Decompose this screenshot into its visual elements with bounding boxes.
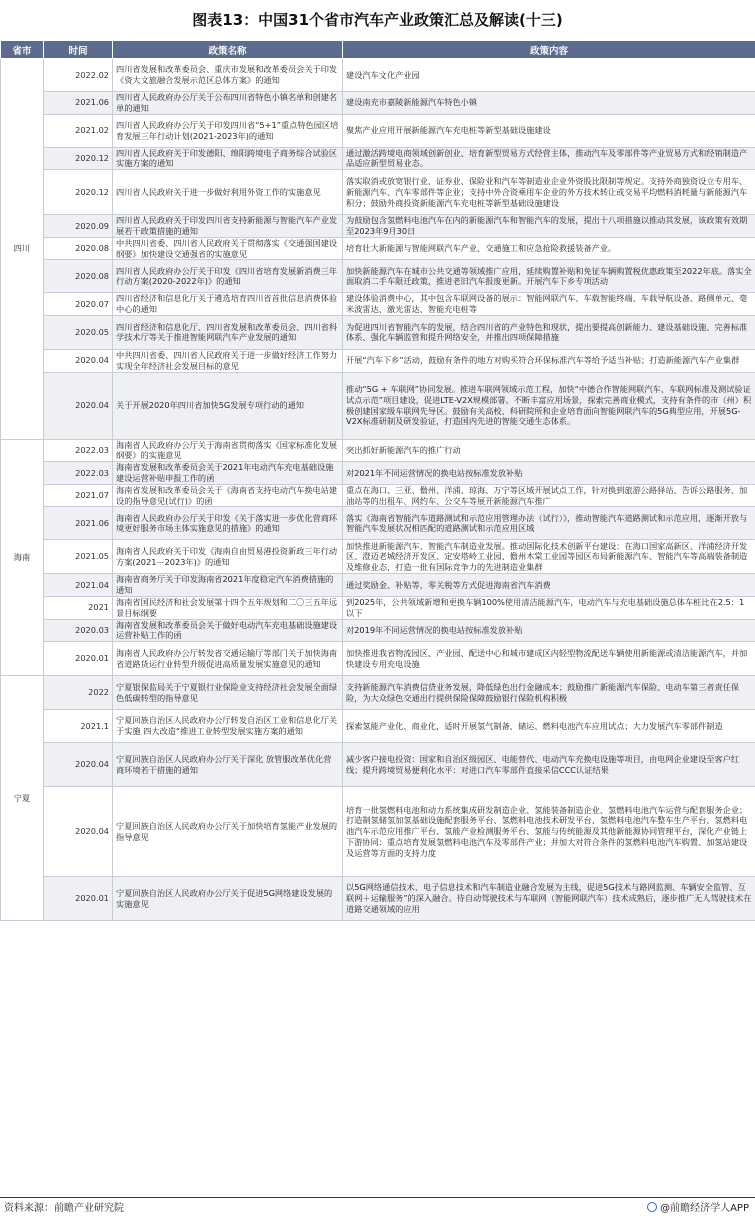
province-cell: 海南: [1, 439, 44, 676]
table-row: [1, 540, 755, 574]
policy-name-cell: 宁夏回族自治区人民政府办公厅转发自治区工业和信息化厅关于实施 四大改造“推进工业转型发展实施方案的通知: [113, 710, 343, 743]
policy-content-cell: 建设体验消费中心，其中包含车联网设备的展示：智能网联汽车、车载智能终端、车载导航设备、路侧单元、毫米波雷达、激光雷达、智能充电桩等: [343, 293, 755, 316]
brand-text: @前瞻经济学人APP: [660, 1203, 749, 1214]
table-row: [1, 315, 755, 349]
table-row: [1, 462, 755, 485]
table-row: [1, 574, 755, 597]
table-row: [1, 676, 755, 710]
time-cell: 2020.01: [44, 877, 113, 921]
table-row: [1, 787, 755, 877]
time-cell: 2022.03: [44, 462, 113, 485]
policy-content-cell: 培育壮大新能源与智能网联汽车产业、交通施工和应急抢险救援装备产业。: [343, 237, 755, 260]
table-row: [1, 710, 755, 743]
time-cell: 2020.12: [44, 170, 113, 215]
policy-content-cell: 突出抓好新能源汽车的推广行动: [343, 439, 755, 462]
policy-content-cell: 减少客户接电投资：国家和自治区级园区、电能替代、电动汽车充换电设施等项目，由电网企业建设至客户红线；提升跨境贸易便利化水平：对进口汽车零部件直接采信CCC认证结果: [343, 743, 755, 787]
table-body: [1, 59, 755, 921]
policy-content-cell: 为鼓励包含氢燃料电池汽车在内的新能源汽车和智能汽车的发展，提出十八项措施以推动其发展，该政策有效期至2023年9月30日: [343, 215, 755, 238]
source-note: 资料来源：前瞻产业研究院: [4, 1203, 124, 1214]
policy-name-cell: 海南省人民政府办公厅关于印发《关于落实进一步优化营商环境更好服务市场主体实施意见的措施》的通知: [113, 507, 343, 540]
policy-name-cell: 中共四川省委、四川省人民政府关于进一步做好经济工作努力实现全年经济社会发展目标的意见: [113, 349, 343, 372]
time-cell: 2020.05: [44, 315, 113, 349]
time-cell: 2020.04: [44, 372, 113, 439]
table-row: [1, 743, 755, 787]
policy-name-cell: 宁夏回族自治区人民政府办公厅关于加快培育氢能产业发展的指导意见: [113, 787, 343, 877]
time-cell: 2021: [44, 596, 113, 619]
table-row: [1, 877, 755, 921]
policy-name-cell: 海南省人民政府办公厅转发省交通运输厅等部门关于加快海南省道路货运行业转型升级促进高质量发展实施意见的通知: [113, 642, 343, 676]
table-row: [1, 260, 755, 293]
time-cell: 2021.06: [44, 507, 113, 540]
policy-content-cell: 通过奖励金、补贴等，零关税等方式促进海南省汽车消费: [343, 574, 755, 597]
time-cell: 2022: [44, 676, 113, 710]
table-row: [1, 484, 755, 507]
policy-name-cell: 海南省商务厅关于印发海南省2021年度稳定汽车消费措施的通知: [113, 574, 343, 597]
time-cell: 2020.04: [44, 349, 113, 372]
brand-credit: [647, 1198, 749, 1220]
time-cell: 2020.08: [44, 237, 113, 260]
policy-content-cell: 加快推进我省物流园区、产业园、配送中心和城市建成区内轻型物流配送车辆使用新能源或清洁能源汽车，并加快建设专用充电设施: [343, 642, 755, 676]
policy-name-cell: 中共四川省委、四川省人民政府关于贯彻落实《交通强国建设纲要》加快建设交通强省的实施意见: [113, 237, 343, 260]
policy-content-cell: 加快新能源汽车在城市公共交通等领域推广应用，延续购置补贴和免征车辆购置税优惠政策至2022年底。落实全面取消二手车限迁政策，推进老旧汽车报废更新。开展汽车下乡专项活动: [343, 260, 755, 293]
time-cell: 2021.06: [44, 92, 113, 115]
policy-content-cell: 开展“汽车下乡”活动，鼓励有条件的地方对购买符合环保标准汽车等给予适当补贴；打造新能源汽车产业集群: [343, 349, 755, 372]
policy-name-cell: 宁夏回族自治区人民政府办公厅关于促进5G网络建设发展的实施意见: [113, 877, 343, 921]
header-province: 省市: [1, 41, 44, 59]
brand-logo-icon: [647, 1202, 657, 1212]
time-cell: 2022.02: [44, 59, 113, 92]
time-cell: 2020.09: [44, 215, 113, 238]
policy-name-cell: 宁夏银保监局关于宁夏银行业保险业支持经济社会发展全面绿色低碳转型的指导意见: [113, 676, 343, 710]
policy-name-cell: 四川省人民政府办公厅关于印发四川省“5+1”重点特色园区培育发展三年行动计划(2021-2023年)的通知: [113, 114, 343, 147]
table-row: [1, 237, 755, 260]
table-row: [1, 642, 755, 676]
policy-name-cell: 海南省发展和改革委员会关于2021年电动汽车充电基础设施建设运营补贴申报工作的函: [113, 462, 343, 485]
table-row: [1, 170, 755, 215]
table-row: [1, 293, 755, 316]
policy-content-cell: 聚焦产业应用开展新能源汽车充电桩等新型基础设施建设: [343, 114, 755, 147]
policy-name-cell: 四川省人民政府办公厅关于公布四川省特色小镇名单和创建名单的通知: [113, 92, 343, 115]
table-row: [1, 619, 755, 642]
header-time: 时间: [44, 41, 113, 59]
table-header-row: [1, 41, 755, 59]
policy-content-cell: 以5G网络通信技术、电子信息技术和汽车制造业融合发展为主线，促进5G技术与路网监测、车辆安全监管、互联网＋运输服务”的深入融合。待自动驾驶技术与车联网（智能网联汽车）技术成熟后，逐步推广无人驾驶技术在道路交通领域的应用: [343, 877, 755, 921]
table-row: [1, 59, 755, 92]
policy-name-cell: 宁夏回族自治区人民政府办公厅关于深化 放管服改革优化营商环境若干措施的通知: [113, 743, 343, 787]
policy-content-cell: 落实《海南省智能汽车道路测试和示范应用管理办法（试行）》，推动智能汽车道路测试和示范应用，逐渐开放与智能汽车发展状况相匹配的道路测试和示范应用区域: [343, 507, 755, 540]
policy-content-cell: 对2021年不同运营情况的换电站按标准发放补贴: [343, 462, 755, 485]
policy-content-cell: 通过激活跨境电商领域创新创业、培育新型贸易方式经营主体，推动汽车及零部件等产业贸易方式和经销制造产品适应新型贸易业态。: [343, 147, 755, 170]
policy-name-cell: 四川省经济和信息化厅关于遴选培育四川省首批信息消费体验中心的通知: [113, 293, 343, 316]
policy-name-cell: 四川省人民政府关于印发德阳、绵阳跨境电子商务综合试验区实施方案的通知: [113, 147, 343, 170]
footer: [0, 1197, 755, 1220]
policy-name-cell: 四川省经济和信息化厅、四川省发展和改革委员会、四川省科学技术厅等关于推进智能网联汽车产业发展的通知: [113, 315, 343, 349]
table-row: [1, 114, 755, 147]
time-cell: 2021.05: [44, 540, 113, 574]
policy-content-cell: 建设汽车文化产业园: [343, 59, 755, 92]
time-cell: 2021.04: [44, 574, 113, 597]
table-row: [1, 349, 755, 372]
policy-content-cell: 培育一批氢燃料电池和动力系统集成研发制造企业、氢能装备制造企业、氢燃料电池汽车运营与配套服务企业；打造制氢储氢加氢基础设施配套服务平台、氢燃料电池技术研发平台、氢燃料电池汽车整车生产平台、氢燃料电池汽车示范应用推广平台、氢能产业检测服务平台、氢能与传统能源及其他新能源协同管理平台，深化产业链上下游协同：重点培育发展氢燃料电池汽车及零部件产业；并加大对符合条件的氢燃料电池汽车购置、加氢站建设及运营等方面的支持力度: [343, 787, 755, 877]
header-content: 政策内容: [343, 41, 755, 59]
policy-name-cell: 海南省人民政府办公厅关于海南省贯彻落实《国家标准化发展纲要》的实施意见: [113, 439, 343, 462]
table-row: [1, 596, 755, 619]
policy-name-cell: 四川省发展和改革委员会、重庆市发展和改革委员会关于印发《资大文旅融合发展示范区总体方案》的通知: [113, 59, 343, 92]
time-cell: 2020.08: [44, 260, 113, 293]
policy-content-cell: 为促进四川省智能汽车的发展，结合四川省的产业特色和现状，提出要提高创新能力、建设基础设施、完善标准体系、强化车辆监管和提升网络安全，并推出四项保障措施: [343, 315, 755, 349]
policy-content-cell: 落实取消或放宽银行业、证券业、保险业和汽车等制造业企业外资股比限制等规定。支持外商独资设立专用车、新能源汽车、汽车零部件等企业；支持中外合资乘用车企业的外方技术转让或交易平均燃料消耗量与新能源汽车积分；鼓励外商投资新能源汽车充电桩等新型基础设施建设: [343, 170, 755, 215]
policy-content-cell: 加快推进新能源汽车、智能汽车制造业发展。推动国际化技术创新平台建设：在海口国家高新区、洋浦经济开发区、澄迈老城经济开发区、定安塔岭工业园、儋州木棠工业园等园区布局新能源汽车、智能汽车等高端装备制造及维修业态，打造一批有国际竞争力的先进制造业集群: [343, 540, 755, 574]
policy-name-cell: 海南省国民经济和社会发展第十四个五年规划和二〇三五年远景目标纲要: [113, 596, 343, 619]
province-cell: 宁夏: [1, 676, 44, 921]
table-row: [1, 507, 755, 540]
time-cell: 2022.03: [44, 439, 113, 462]
policy-name-cell: 海南省发展和改革委员会关于《海南省支持电动汽车换电站建设的指导意见(试行)》的函: [113, 484, 343, 507]
policy-table: [0, 40, 755, 921]
policy-name-cell: 关于开展2020年四川省加快5G发展专项行动的通知: [113, 372, 343, 439]
time-cell: 2021.07: [44, 484, 113, 507]
policy-content-cell: 推动“5G + 车联网”协同发展。推进车联网领域示范工程，加快“中德合作智能网联汽车、车联网标准及测试验证试点示范”项目建设，促进LTE-V2X规模部署。不断丰富应用场景，探索完善商业模式，支持有条件的市（州）积极创建国家级车联网先导区。鼓励有关高校、科研院所和企业培育面向智能网联汽车的5G典型应用，开展5G-V2X标准研制及研发验证，打造国内先进的智能交通生态体系。: [343, 372, 755, 439]
time-cell: 2020.12: [44, 147, 113, 170]
policy-name-cell: 四川省人民政府办公厅关于印发《四川省培育发展新消费三年行动方案(2020-2022年)》的通知: [113, 260, 343, 293]
header-name: 政策名称: [113, 41, 343, 59]
figure-title: 图表13：中国31个省市汽车产业政策汇总及解读(十三): [192, 11, 563, 29]
table-row: [1, 92, 755, 115]
policy-content-cell: 支持新能源汽车消费信贷业务发展，降低绿色出行金融成本；鼓励推广新能源汽车保险、电动车第三者责任保险，为大众绿色交通出行提供保险保障鼓励银行保险机构积极: [343, 676, 755, 710]
policy-content-cell: 到2025年，公共领域新增和更换车辆100%使用清洁能源汽车，电动汽车与充电基础设施总体车桩比在2.5：1以下: [343, 596, 755, 619]
policy-content-cell: 建设南充市嘉陵新能源汽车特色小镇: [343, 92, 755, 115]
time-cell: 2021.1: [44, 710, 113, 743]
policy-content-cell: 探索氢能产业化、商业化，适时开展氢气制备、储运、燃料电池汽车应用试点；大力发展汽车零部件制造: [343, 710, 755, 743]
policy-content-cell: 重点在海口、三亚、儋州、洋浦、琼海、万宁等区域开展试点工作，针对换到旅游公路驿站、告诉公路服务、加油站等的出租车、网约车、公交车等展开新能源汽车推广: [343, 484, 755, 507]
table-row: [1, 439, 755, 462]
time-cell: 2020.04: [44, 787, 113, 877]
province-cell: 四川: [1, 59, 44, 440]
table-row: [1, 215, 755, 238]
policy-name-cell: 四川省人民政府关于印发四川省支持新能源与智能汽车产业发展若干政策措施的通知: [113, 215, 343, 238]
table-row: [1, 372, 755, 439]
time-cell: 2020.07: [44, 293, 113, 316]
time-cell: 2020.01: [44, 642, 113, 676]
policy-name-cell: 四川省人民政府关于进一步做好利用外资工作的实施意见: [113, 170, 343, 215]
table-row: [1, 147, 755, 170]
policy-name-cell: 海南省发展和改革委员会关于做好电动汽车充电基础设施建设运营补贴工作的函: [113, 619, 343, 642]
time-cell: 2020.03: [44, 619, 113, 642]
time-cell: 2020.04: [44, 743, 113, 787]
policy-name-cell: 海南省人民政府关于印发《海南自由贸易港投资新政三年行动方案(2021－2023年)》的通知: [113, 540, 343, 574]
time-cell: 2021.02: [44, 114, 113, 147]
policy-content-cell: 对2019年不同运营情况的换电站按标准发放补贴: [343, 619, 755, 642]
